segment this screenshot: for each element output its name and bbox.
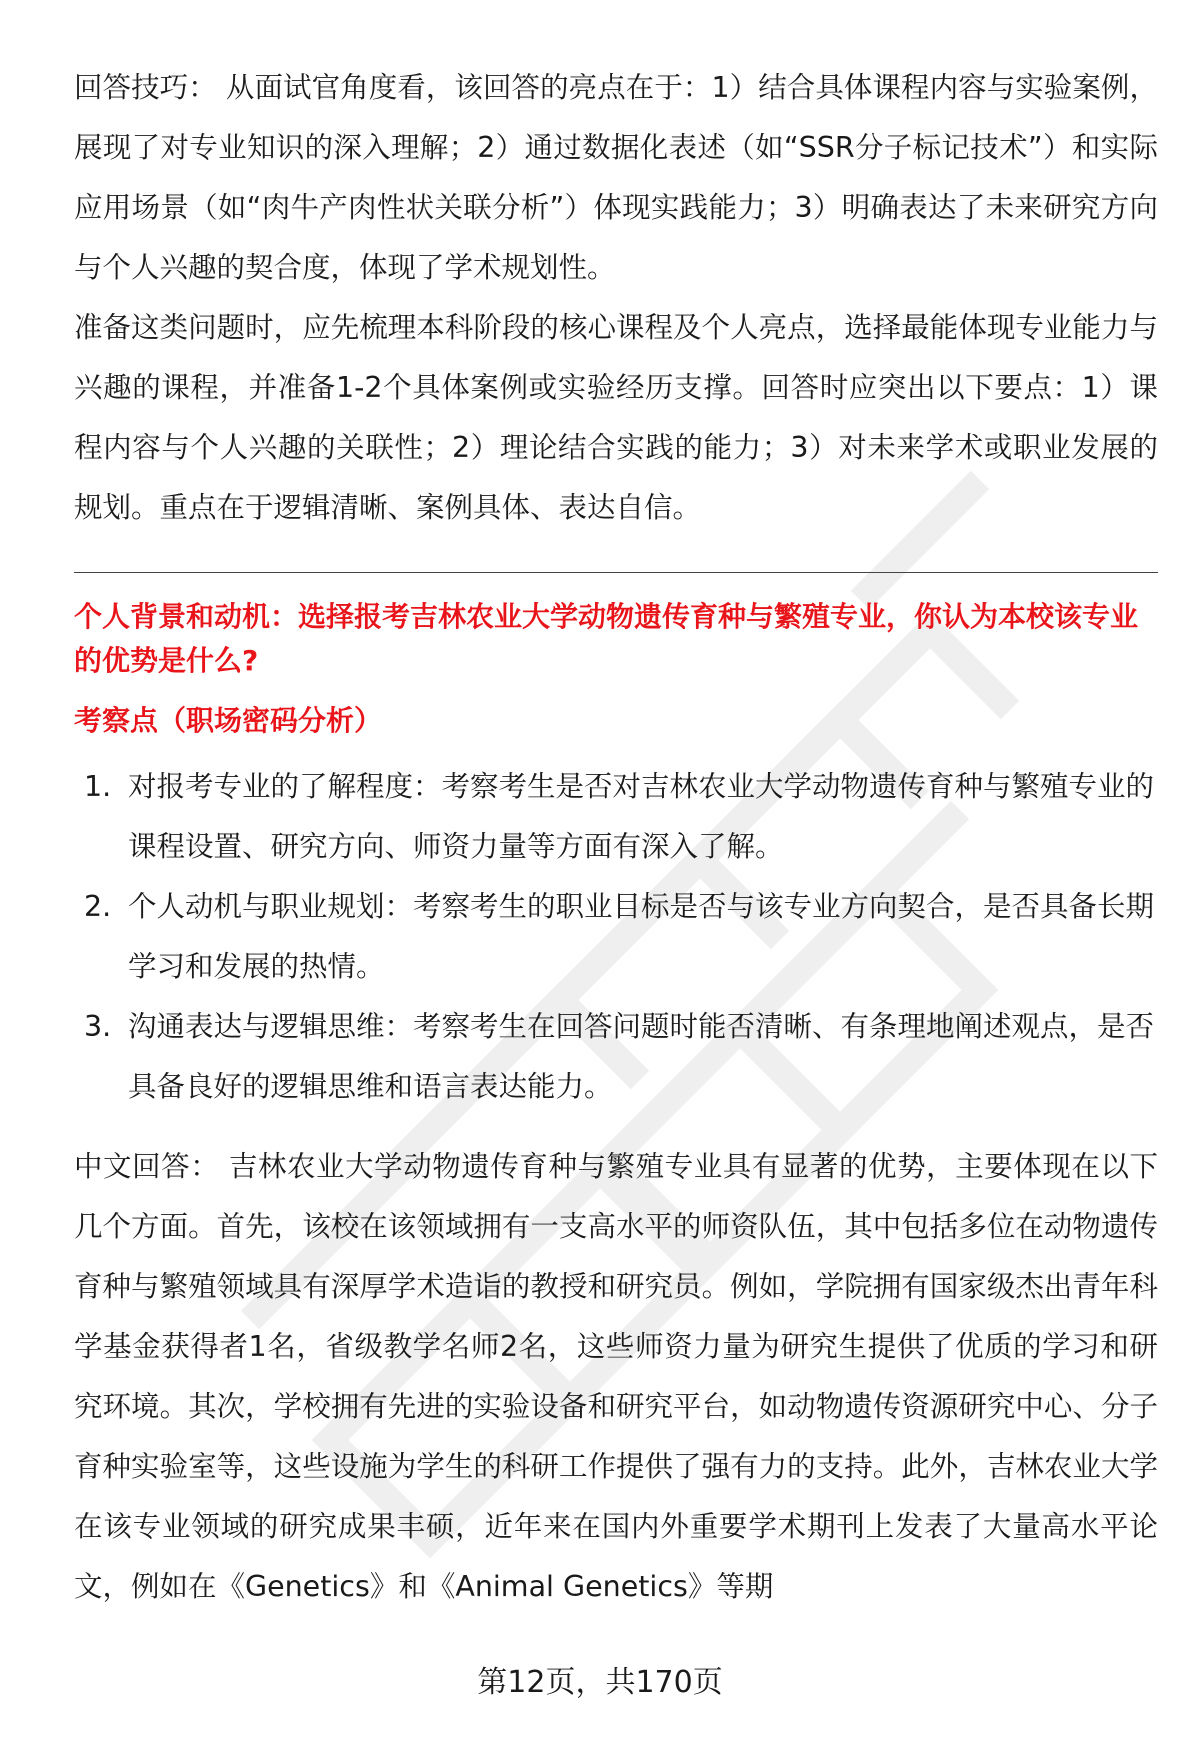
- point-text: 对报考专业的了解程度：考察考生是否对吉林农业大学动物遗传育种与繁殖专业的课程设置、研究方向、师资力量等方面有深入了解。: [128, 770, 1155, 863]
- analysis-point: [74, 997, 1158, 1117]
- analysis-point-list: [74, 757, 1158, 1117]
- point-text: 沟通表达与逻辑思维：考察考生在回答问题时能否清晰、有条理地阐述观点，是否具备良好的逻辑思维和语言表达能力。: [128, 1010, 1155, 1103]
- answer-tips-paragraph: 回答技巧： 从面试官角度看，该回答的亮点在于：1）结合具体课程内容与实验案例，展现了对专业知识的深入理解；2）通过数据化表述（如“SSR分子标记技术”）和实际应用场景（如“肉牛产肉性状关联分析”）体现实践能力；3）明确表达了未来研究方向与个人兴趣的契合度，体现了学术规划性。: [74, 71, 1158, 284]
- preparation-advice-paragraph: 准备这类问题时，应先梳理本科阶段的核心课程及个人亮点，选择最能体现专业能力与兴趣的课程，并准备1-2个具体案例或实验经历支撑。回答时应突出以下要点：1）课程内容与个人兴趣的关联性；2）理论结合实践的能力；3）对未来学术或职业发展的规划。重点在于逻辑清晰、案例具体、表达自信。: [74, 311, 1158, 524]
- point-number: 1.: [84, 770, 112, 803]
- point-number: 3.: [84, 1010, 112, 1043]
- analysis-point: [74, 877, 1158, 997]
- analysis-heading: 考察点（职场密码分析）: [74, 704, 383, 737]
- page-number-footer: 第12页，共170页: [477, 1665, 723, 1700]
- chinese-answer-paragraph: 中文回答： 吉林农业大学动物遗传育种与繁殖专业具有显著的优势，主要体现在以下几个方面。首先，该校在该领域拥有一支高水平的师资队伍，其中包括多位在动物遗传育种与繁殖领域具有深厚学术造诣的教授和研究员。例如，学院拥有国家级杰出青年科学基金获得者1名，省级教学名师2名，这些师资力量为研究生提供了优质的学习和研究环境。其次，学校拥有先进的实验设备和研究平台，如动物遗传资源研究中心、分子育种实验室等，这些设施为学生的科研工作提供了强有力的支持。此外，吉林农业大学在该专业领域的研究成果丰硕，近年来在国内外重要学术期刊上发表了大量高水平论文，例如在《Genetics》和《Animal Genetics》等期: [74, 1150, 1158, 1603]
- question-heading: 个人背景和动机：选择报考吉林农业大学动物遗传育种与繁殖专业，你认为本校该专业的优势是什么?: [74, 600, 1139, 677]
- section-divider: [74, 572, 1158, 573]
- point-number: 2.: [84, 890, 112, 923]
- page-content: [74, 58, 1158, 1617]
- analysis-point: [74, 757, 1158, 877]
- point-text: 个人动机与职业规划：考察考生的职业目标是否与该专业方向契合，是否具备长期学习和发展的热情。: [128, 890, 1155, 983]
